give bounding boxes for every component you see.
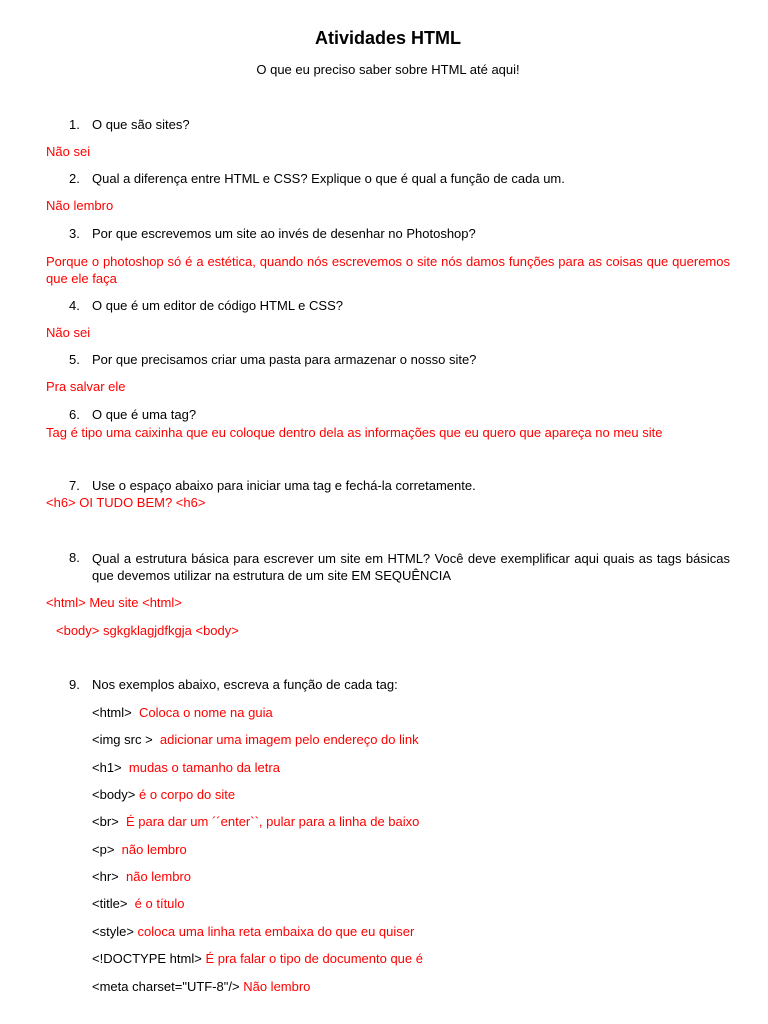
answer-text: Tag é tipo uma caixinha que eu coloque dentro dela as informações que eu quero que apareça no meu site bbox=[46, 425, 663, 440]
question-number: 7. bbox=[69, 478, 80, 493]
tag-answer: não lembro bbox=[121, 842, 187, 857]
tag-row bbox=[92, 787, 235, 802]
tag-row bbox=[92, 842, 187, 857]
page-title: Atividades HTML bbox=[314, 28, 461, 48]
tag-answer: É para dar um ´´enter``, pular para a linha de baixo bbox=[125, 814, 420, 829]
tag-answer: Não lembro bbox=[243, 979, 311, 994]
question-number: 3. bbox=[69, 226, 80, 241]
page-subtitle: O que eu preciso saber sobre HTML até aqui! bbox=[256, 62, 520, 77]
question-text: O que é uma tag? bbox=[92, 407, 197, 422]
tag-row bbox=[92, 705, 273, 720]
question-text: O que são sites? bbox=[92, 117, 190, 132]
tag-code: <html> bbox=[92, 705, 132, 720]
question-text: Qual a estrutura básica para escrever um site em HTML? Você deve exemplificar aqui quais as tags básicas que devemos utilizar na estrutura de um site EM SEQUÊNCIA bbox=[92, 551, 730, 583]
tag-code: <!DOCTYPE html> bbox=[92, 951, 202, 966]
question-text: Por que escrevemos um site ao invés de desenhar no Photoshop? bbox=[92, 226, 476, 241]
question-number: 9. bbox=[69, 677, 80, 692]
question-text: O que é um editor de código HTML e CSS? bbox=[92, 298, 343, 313]
answer-text: <body> sgkgklagjdfkgja <body> bbox=[56, 623, 239, 638]
tag-row bbox=[92, 951, 423, 966]
tag-row bbox=[92, 869, 191, 884]
tag-answer: coloca uma linha reta embaixa do que eu quiser bbox=[137, 924, 415, 939]
question-number: 8. bbox=[69, 550, 80, 565]
tag-row bbox=[92, 814, 419, 829]
tag-code: <img src > bbox=[92, 732, 153, 747]
tag-code: <meta charset="UTF-8"/> bbox=[92, 979, 240, 994]
tag-code: <hr> bbox=[92, 869, 119, 884]
question-number: 1. bbox=[69, 117, 80, 132]
tag-code: <style> bbox=[92, 924, 134, 939]
tag-answer: é o corpo do site bbox=[139, 787, 236, 802]
tag-answer: mudas o tamanho da letra bbox=[128, 760, 280, 775]
tag-row bbox=[92, 979, 310, 994]
answer-text: Não sei bbox=[46, 144, 91, 159]
tag-answer: Coloca o nome na guia bbox=[138, 705, 273, 720]
tag-answer: não lembro bbox=[125, 869, 192, 884]
tag-code: <title> bbox=[92, 896, 128, 911]
tag-code: <body> bbox=[92, 787, 136, 802]
answer-text: <h6> OI TUDO BEM? <h6> bbox=[46, 495, 206, 510]
tag-answer: adicionar uma imagem pelo endereço do link bbox=[159, 732, 419, 747]
question-text: Qual a diferença entre HTML e CSS? Explique o que é qual a função de cada um. bbox=[92, 171, 565, 186]
answer-text: Porque o photoshop só é a estética, quando nós escrevemos o site nós damos funções para as coisas que queremos que ele faça bbox=[46, 254, 730, 286]
tag-row bbox=[92, 896, 185, 911]
answer-text: Pra salvar ele bbox=[46, 379, 126, 394]
answer-text: Não sei bbox=[46, 325, 91, 340]
question-number: 4. bbox=[69, 298, 80, 313]
tag-row bbox=[92, 924, 414, 939]
answer-text: <html> Meu site <html> bbox=[46, 595, 182, 610]
tag-code: <h1> bbox=[92, 760, 122, 775]
tag-row bbox=[92, 732, 419, 747]
question-text: Use o espaço abaixo para iniciar uma tag e fechá-la corretamente. bbox=[92, 478, 476, 493]
tag-row bbox=[92, 760, 280, 775]
answer-text: Não lembro bbox=[46, 198, 114, 213]
question-text: Nos exemplos abaixo, escreva a função de cada tag: bbox=[92, 677, 398, 692]
question-text: Por que precisamos criar uma pasta para armazenar o nosso site? bbox=[92, 352, 477, 367]
tag-code: <br> bbox=[92, 814, 119, 829]
tag-answer: é o título bbox=[134, 896, 185, 911]
question-number: 5. bbox=[69, 352, 80, 367]
tag-code: <p> bbox=[92, 842, 115, 857]
question-number: 2. bbox=[69, 171, 80, 186]
question-number: 6. bbox=[69, 407, 80, 422]
tag-answer: É pra falar o tipo de documento que é bbox=[205, 951, 423, 966]
